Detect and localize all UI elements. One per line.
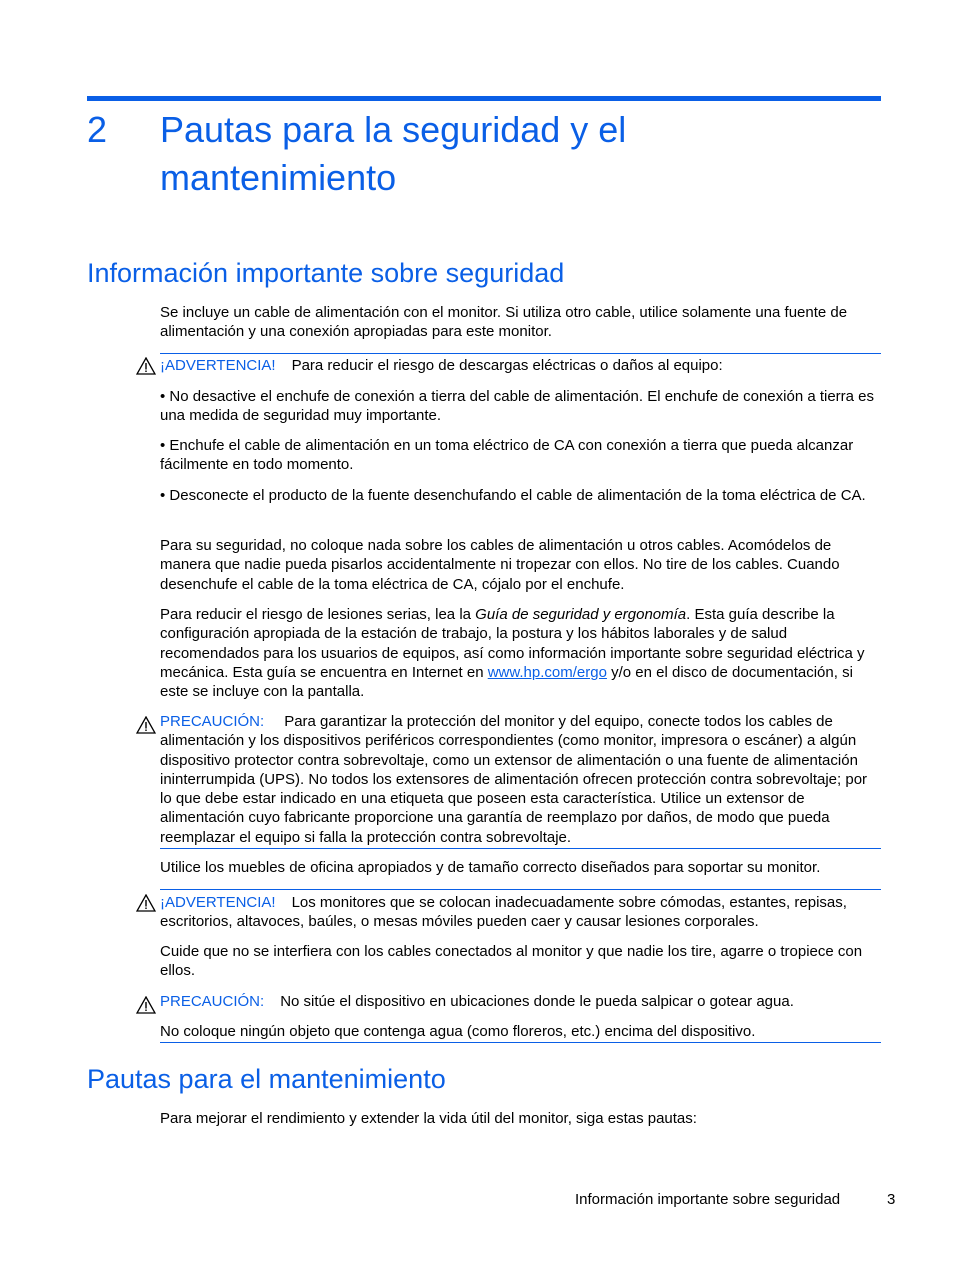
- warning-bullet-2: • Enchufe el cable de alimentación en un toma eléctrico de CA con conexión a tierra que pueda alcanzar fácilmente en todo momento.: [160, 437, 854, 474]
- warning-label: ¡ADVERTENCIA!: [160, 894, 276, 911]
- cables-paragraph: Cuide que no se interfiera con los cables conectados al monitor y que nadie los tire, agarre o tropiece con ellos.: [160, 943, 863, 980]
- caution-bottom-rule: [160, 848, 881, 849]
- warning-triangle-icon: [136, 716, 156, 734]
- page-number: 3: [887, 1191, 896, 1208]
- warning-label: ¡ADVERTENCIA!: [160, 357, 276, 374]
- water-paragraph: No coloque ningún objeto que contenga agua (como floreros, etc.) encima del dispositivo.: [160, 1023, 756, 1040]
- caution-text: No sitúe el dispositivo en ubicaciones donde le pueda salpicar o gotear agua.: [280, 993, 794, 1010]
- caution-label: PRECAUCIÓN:: [160, 713, 265, 730]
- section-heading-maintenance: Pautas para el mantenimiento: [87, 1064, 446, 1094]
- warning-top-rule: [160, 353, 881, 354]
- caution-2: [160, 992, 885, 1011]
- warning-top-rule: [160, 889, 881, 890]
- chapter-number: 2: [87, 109, 108, 150]
- ergonomics-text-start: Para reducir el riesgo de lesiones serias, lea la: [160, 606, 476, 623]
- safety-intro: Se incluye un cable de alimentación con el monitor. Si utiliza otro cable, utilice solamente una fuente de alimentación y una conexión apropiadas para este monitor.: [160, 304, 848, 341]
- warning-1: [160, 356, 885, 375]
- chapter-title: Pautas para la seguridad y el mantenimiento: [160, 109, 627, 198]
- ergonomics-text-end: y/o en el disco de documentación, si este se incluye con la pantalla.: [160, 663, 853, 701]
- warning-bullet-1: • No desactive el enchufe de conexión a tierra del cable de alimentación. El enchufe de conexión a tierra es una medida de seguridad muy importante.: [160, 388, 875, 425]
- furniture-paragraph: Utilice los muebles de oficina apropiados y de tamaño correcto diseñados para soportar su monitor.: [160, 859, 821, 876]
- warning-2: [160, 893, 882, 932]
- ergonomics-paragraph: [160, 605, 885, 701]
- power-cord-safety-paragraph: Para su seguridad, no coloque nada sobre los cables de alimentación u otros cables. Acomódelos de manera que nadie pueda pisarlos accidentalmente ni tropezar con ellos. No tire de los cables. Cuando desenchufe el cable de la toma eléctrica de CA, cójalo por el enchufe.: [160, 537, 840, 593]
- section-heading-safety: Información importante sobre seguridad: [87, 258, 565, 288]
- warning-triangle-icon: [136, 894, 156, 912]
- warning-triangle-icon: [136, 996, 156, 1014]
- ergonomics-text-middle: . Esta guía describe la configuración apropiada de la estación de trabajo, la postura y los hábitos laborales y de salud recomendados para los usuarios de equipos, así como información importante sobre seguridad eléctrica y mecánica. Esta guía se encuentra en Internet en: [160, 606, 865, 681]
- warning-text: Los monitores que se colocan inadecuadamente sobre cómodas, estantes, repisas, escritorios, altavoces, baúles, o mesas móviles pueden caer y causar lesiones corporales.: [160, 894, 847, 931]
- maintenance-intro: Para mejorar el rendimiento y extender la vida útil del monitor, siga estas pautas:: [160, 1110, 697, 1127]
- caution-1: [160, 712, 882, 847]
- caution-label: PRECAUCIÓN:: [160, 993, 265, 1010]
- caution-text: Para garantizar la protección del monitor y del equipo, conecte todos los cables de alimentación y los dispositivos periféricos correspondientes (como monitor, impresora o escáner) a algún dispositivo protector contra sobrevoltaje, como un extensor de alimentación o una fuente de alimentación ininterrumpida (UPS). No todos los extensores de alimentación ofrecen protección contra sobrevoltaje; por lo que debe estar indicado en una etiqueta que poseen esta característica. Utilice un extensor de alimentación cuyo fabricante proporcione una garantía de reemplazo por daños, de modo que pueda reemplazar el equipo si falla la protección contra sobrevoltaje.: [160, 713, 868, 846]
- guide-title: Guía de seguridad y ergonomía: [475, 606, 687, 623]
- footer-section-title: Información importante sobre seguridad: [575, 1191, 841, 1208]
- hp-ergo-link[interactable]: www.hp.com/ergo: [487, 663, 607, 681]
- warning-text: Para reducir el riesgo de descargas eléctricas o daños al equipo:: [291, 357, 723, 374]
- warning-triangle-icon: [136, 357, 156, 375]
- warning-bullet-3: • Desconecte el producto de la fuente desenchufando el cable de alimentación de la toma eléctrica de CA.: [160, 487, 866, 504]
- caution-bottom-rule: [160, 1042, 881, 1043]
- chapter-top-rule: [87, 96, 881, 101]
